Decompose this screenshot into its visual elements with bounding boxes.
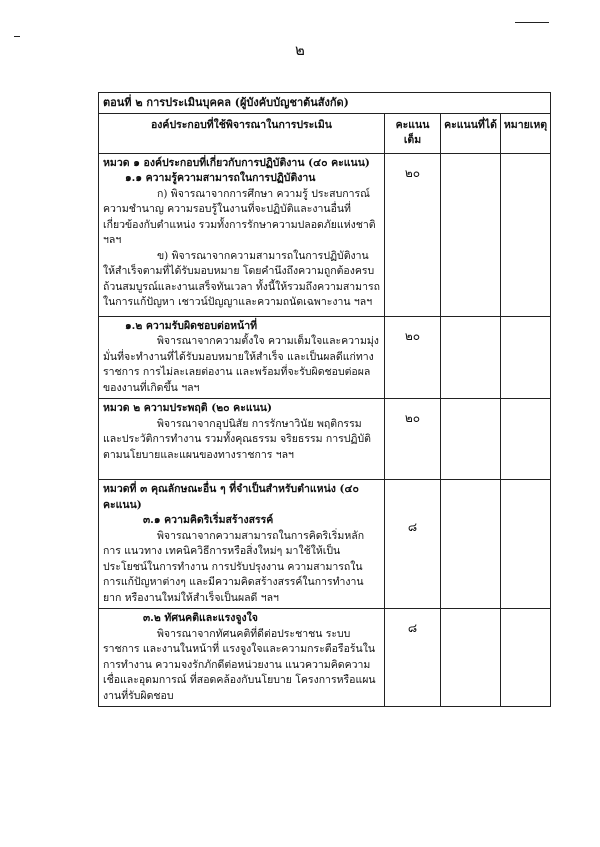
remarks-cell[interactable]: [501, 153, 551, 316]
part-title: ตอนที่ ๒ การประเมินบุคคล (ผู้บังคับบัญชาต้นสังกัด): [99, 93, 551, 114]
table-row: [99, 316, 551, 399]
item-description: พิจารณาจากอุปนิสัย การรักษาวินัย พฤติกรรมและประวัติการทำงาน รวมทั้งคุณธรรม จริยธรรม การปฏิบัติตามนโยบายและแผนของทางราชการ ฯลฯ: [103, 417, 371, 461]
group-title: หมวด ๒ ความประพฤติ (๒๐ คะแนน): [103, 402, 272, 414]
score-received-cell[interactable]: [441, 399, 501, 480]
full-score-cell: ๘: [385, 480, 441, 609]
page-number: ๒: [295, 41, 305, 59]
evaluation-table: [98, 92, 551, 707]
score-received-cell[interactable]: [441, 153, 501, 316]
header-score-received: คะแนนที่ได้: [441, 113, 501, 153]
header-full-score: คะแนนเต็ม: [385, 113, 441, 153]
table-row: [99, 399, 551, 480]
item-description: พิจารณาจากทัศนคติที่ดีต่อประชาชน ระบบราชการ และงานในหน้าที่ แรงจูงใจและความกระตือรือร้นในการทำงาน ความจงรักภักดีต่อหน่วยงาน แนวความคิดความเชื่อและอุดมการณ์ ที่สอดคล้องกับนโยบาย โครงการหรือแผนงานที่รับผิดชอบ: [103, 627, 376, 702]
score-received-cell[interactable]: [441, 316, 501, 399]
table-row: [99, 609, 551, 707]
item-description: พิจารณาจากความตั้งใจ ความเต็มใจและความมุ่งมั่นที่จะทำงานที่ได้รับมอบหมายให้สำเร็จ และเป็นผลดีแก่ทางราชการ การไม่ละเลยต่องาน และพร้อมที่จะรับผิดชอบต่อผลของงานที่เกิดขึ้น ฯลฯ: [103, 335, 379, 394]
remarks-cell[interactable]: [501, 399, 551, 480]
item-title: ๓.๑ ความคิดริเริ่มสร้างสรรค์: [143, 514, 274, 526]
scan-mark-right: [515, 22, 549, 23]
item-description: ก) พิจารณาจากการศึกษา ความรู้ ประสบการณ์ ความชำนาญ ความรอบรู้ในงานที่จะปฏิบัติและงานอื่นที่เกี่ยวข้องกับตำแหน่ง รวมทั้งการรักษาความปลอดภัยแห่งชาติ ฯลฯ: [103, 187, 376, 246]
remarks-cell[interactable]: [501, 316, 551, 399]
table-row: [99, 480, 551, 609]
score-received-cell[interactable]: [441, 609, 501, 707]
item-title: ๑.๒ ความรับผิดชอบต่อหน้าที่: [125, 319, 258, 332]
table-row: [99, 153, 551, 316]
full-score-cell: ๘: [385, 609, 441, 707]
group-title: หมวดที่ ๓ คุณลักษณะอื่น ๆ ที่จำเป็นสำหรับตำแหน่ง (๔๐ คะแนน): [103, 483, 359, 511]
remarks-cell[interactable]: [501, 609, 551, 707]
full-score-cell: ๒๐: [385, 316, 441, 399]
full-score-cell: ๒๐: [385, 153, 441, 316]
header-remarks: หมายเหตุ: [501, 113, 551, 153]
score-received-cell[interactable]: [441, 480, 501, 609]
scan-mark-left: [14, 36, 20, 37]
item-title: ๓.๒ ทัศนคติและแรงจูงใจ: [143, 612, 258, 624]
full-score-cell: ๒๐: [385, 399, 441, 480]
header-criteria: องค์ประกอบที่ใช้พิจารณาในการประเมิน: [99, 113, 385, 153]
item-description: ข) พิจารณาจากความสามารถในการปฏิบัติงานให้สำเร็จตามที่ได้รับมอบหมาย โดยคำนึงถึงความถูกต้องครบถ้วนสมบูรณ์และงานเสร็จทันเวลา ทั้งนี้ให้รวมถึงความสามารถในการแก้ปัญหา เชาวน์ปัญญาและความถนัดเฉพาะงาน ฯลฯ: [103, 249, 380, 308]
remarks-cell[interactable]: [501, 480, 551, 609]
item-description: พิจารณาจากความสามารถในการคิดริเริ่มหลักการ แนวทาง เทคนิควิธีการหรือสิ่งใหม่ๆ มาใช้ให้เป็นประโยชน์ในการทำงาน การปรับปรุงงาน ความสามารถในการแก้ปัญหาต่างๆ และมีความคิดสร้างสรรค์ในการทำงานยาก หรืองานใหม่ให้สำเร็จเป็นผลดี ฯลฯ: [103, 529, 365, 604]
item-title: ๑.๑ ความรู้ความสามารถในการปฏิบัติงาน: [125, 172, 316, 184]
group-title: หมวด ๑ องค์ประกอบที่เกี่ยวกับการปฏิบัติงาน (๔๐ คะแนน): [103, 156, 370, 169]
header-row: [99, 113, 551, 153]
